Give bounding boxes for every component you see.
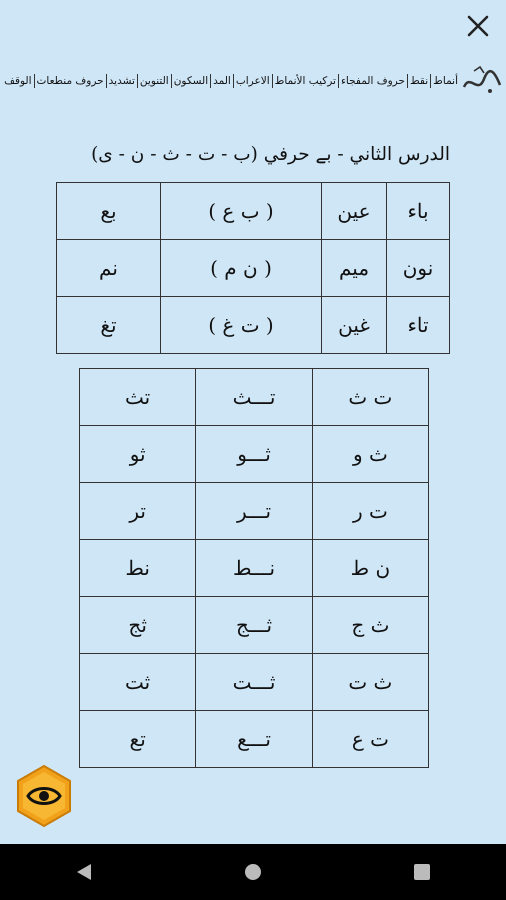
table-row (80, 540, 429, 597)
table-cell: ث و (312, 426, 428, 483)
nav-item[interactable]: السكون (171, 74, 210, 88)
system-nav-bar (0, 844, 506, 900)
table-cell: باء (387, 183, 450, 240)
table-cell: ثو (80, 426, 196, 483)
recents-button[interactable] (402, 852, 442, 892)
back-icon (75, 862, 93, 882)
table-cell: ثـــج (196, 597, 312, 654)
table-cell: ثـــو (196, 426, 312, 483)
table-row (80, 597, 429, 654)
joining-table (79, 368, 429, 768)
nav-item[interactable]: حروف منطعات (34, 74, 106, 88)
nav-item[interactable]: الوقف (4, 75, 32, 87)
recents-icon (413, 863, 431, 881)
table-cell: ث ج (312, 597, 428, 654)
table-row (80, 654, 429, 711)
table-cell: تـــر (196, 483, 312, 540)
view-toggle-button[interactable] (12, 764, 76, 828)
table-row (57, 240, 450, 297)
table-cell: تث (80, 369, 196, 426)
table-cell: ( ت غ ) (161, 297, 322, 354)
table-cell: ت ع (312, 711, 428, 768)
close-icon (467, 15, 489, 37)
table-cell: غين (322, 297, 387, 354)
app-logo (460, 65, 504, 97)
close-button[interactable] (460, 8, 496, 44)
nav-item[interactable]: تشديد (106, 74, 137, 88)
letters-table (56, 182, 450, 354)
table-cell: ت ث (312, 369, 428, 426)
table-row (80, 369, 429, 426)
table-cell: ميم (322, 240, 387, 297)
table-cell: ت ر (312, 483, 428, 540)
table-cell: ثج (80, 597, 196, 654)
table-cell: تـــع (196, 711, 312, 768)
table-row (57, 297, 450, 354)
table-row (80, 711, 429, 768)
table-cell: نون (387, 240, 450, 297)
table-cell: ن ط (312, 540, 428, 597)
table-cell: تر (80, 483, 196, 540)
table-cell: بع (57, 183, 161, 240)
table-cell: ( ب ع ) (161, 183, 322, 240)
table-cell: نط (80, 540, 196, 597)
table-cell: نم (57, 240, 161, 297)
table-cell: ثـــت (196, 654, 312, 711)
back-button[interactable] (64, 852, 104, 892)
table-cell: ثت (80, 654, 196, 711)
table-cell: تاء (387, 297, 450, 354)
nav-item[interactable]: نقط (407, 74, 430, 88)
nav-item[interactable]: تركيب الأنماط (272, 74, 338, 88)
table-cell: ( ن م ) (161, 240, 322, 297)
table-cell: تغ (57, 297, 161, 354)
nav-item[interactable]: الاعراب (233, 74, 272, 88)
nav-item[interactable]: المد (210, 74, 233, 88)
table-cell: نـــط (196, 540, 312, 597)
nav-item[interactable]: التنوين (137, 74, 171, 88)
nav-item[interactable]: حروف المفجاء (338, 74, 407, 88)
table-row (57, 183, 450, 240)
table-cell: تـــث (196, 369, 312, 426)
home-button[interactable] (233, 852, 273, 892)
home-icon (243, 862, 263, 882)
table-row (80, 426, 429, 483)
table-cell: ث ت (312, 654, 428, 711)
lesson-nav-strip (0, 64, 506, 98)
lesson-title: الدرس الثاني - بے حرفي (ب - ت - ث - ن - ی) (91, 144, 450, 165)
nav-item[interactable]: أنماط (430, 74, 460, 88)
table-row (80, 483, 429, 540)
table-cell: تع (80, 711, 196, 768)
table-cell: عين (322, 183, 387, 240)
